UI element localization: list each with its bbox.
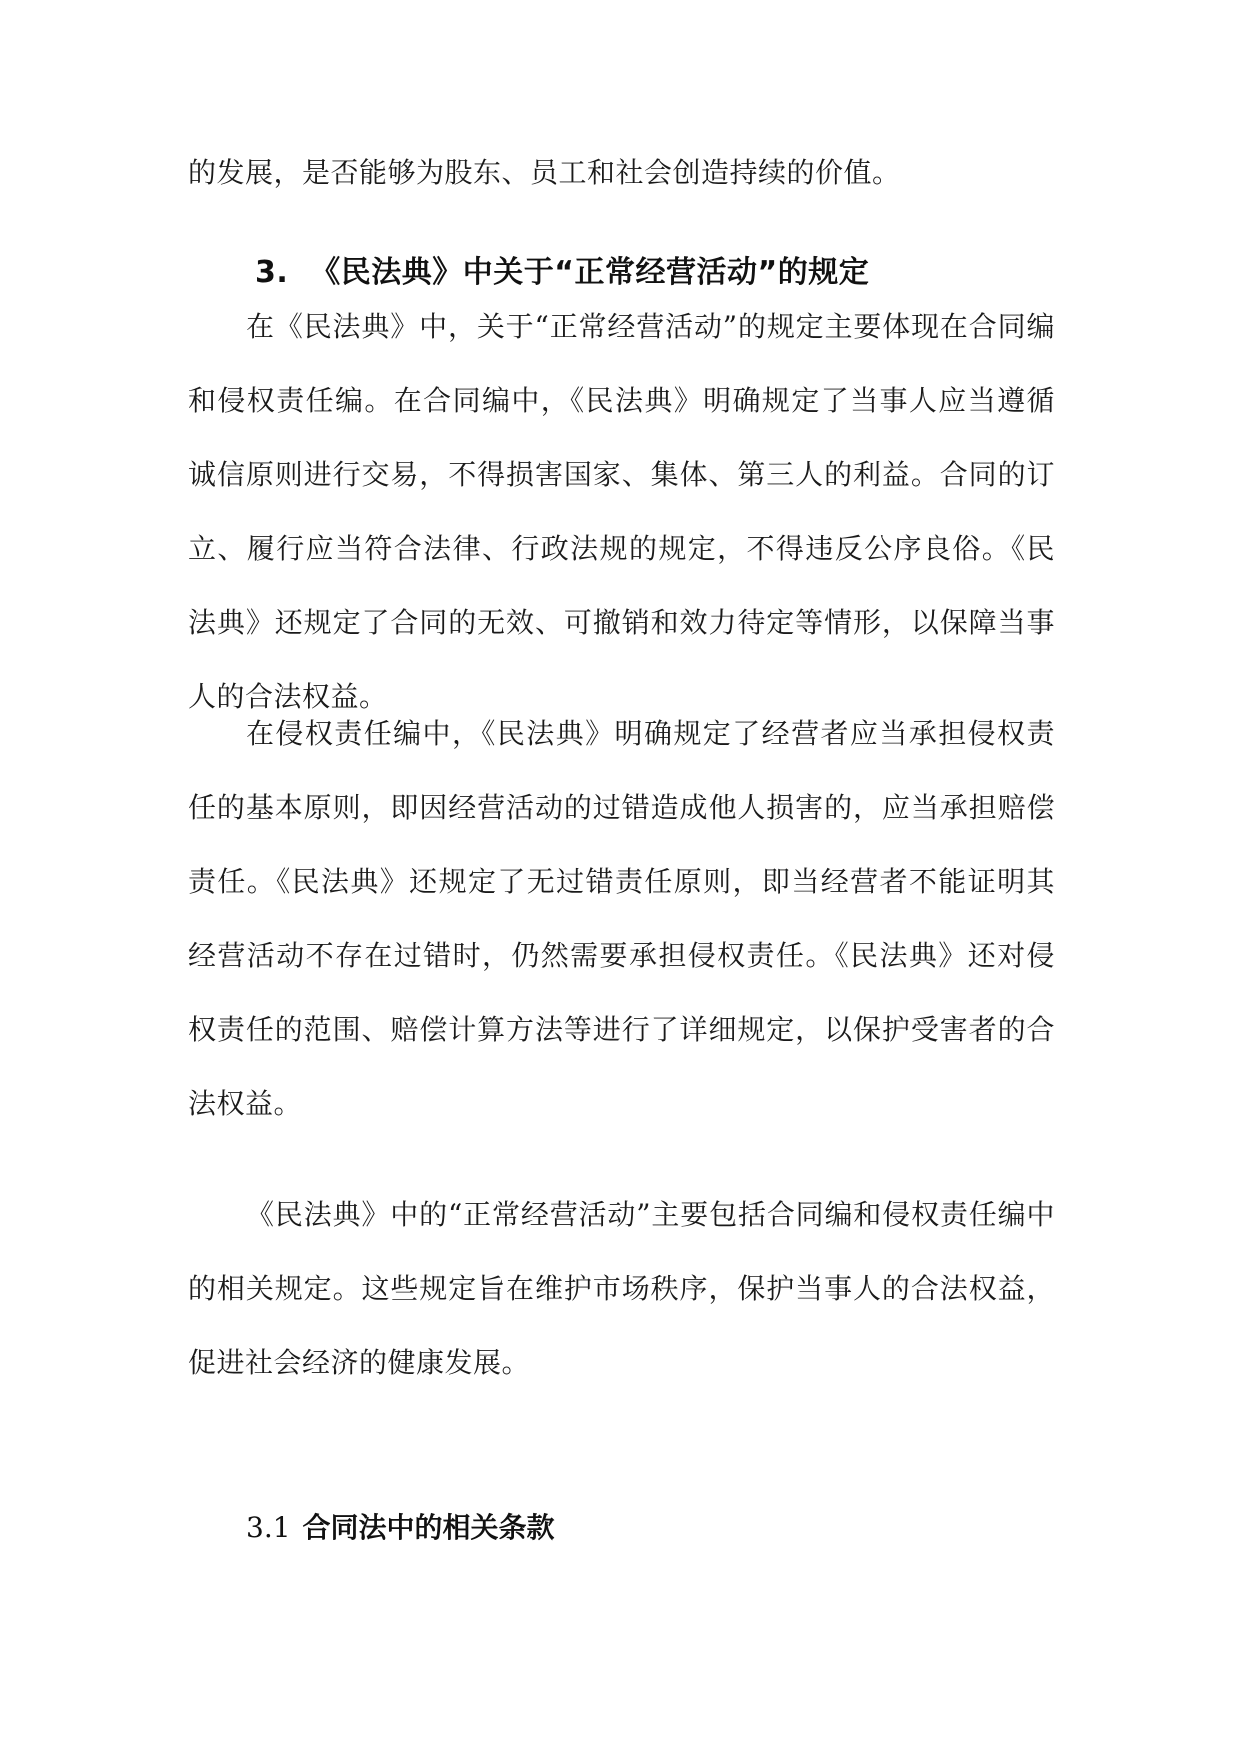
- subsection-title: 合同法中的相关条款: [302, 1511, 555, 1544]
- subsection-heading: [246, 1508, 555, 1548]
- section-number: 3.: [255, 255, 289, 290]
- paragraph-tort-part: 在侵权责任编中，《民法典》明确规定了经营者应当承担侵权责任的基本原则，即因经营活动的过错造成他人损害的，应当承担赔偿责任。《民法典》还规定了无过错责任原则，即当经营者不能证明其经营活动不存在过错时，仍然需要承担侵权责任。《民法典》还对侵权责任的范围、赔偿计算方法等进行了详细规定，以保护受害者的合法权益。: [188, 717, 1055, 1120]
- paragraph-contract-part: 在《民法典》中，关于“正常经营活动”的规定主要体现在合同编和侵权责任编。在合同编中，《民法典》明确规定了当事人应当遵循诚信原则进行交易，不得损害国家、集体、第三人的利益。合同的订立、履行应当符合法律、行政法规的规定，不得违反公序良俗。《民法典》还规定了合同的无效、可撤销和效力待定等情形，以保障当事人的合法权益。: [188, 310, 1055, 713]
- continuation-paragraph: 的发展，是否能够为股东、员工和社会创造持续的价值。: [188, 156, 901, 189]
- section-heading: [255, 253, 869, 293]
- section-title: 《民法典》中关于“正常经营活动”的规定: [310, 255, 870, 290]
- subsection-number: 3.1: [246, 1511, 291, 1544]
- paragraph-summary: 《民法典》中的“正常经营活动”主要包括合同编和侵权责任编中的相关规定。这些规定旨在维护市场秩序，保护当事人的合法权益，促进社会经济的健康发展。: [188, 1198, 1055, 1379]
